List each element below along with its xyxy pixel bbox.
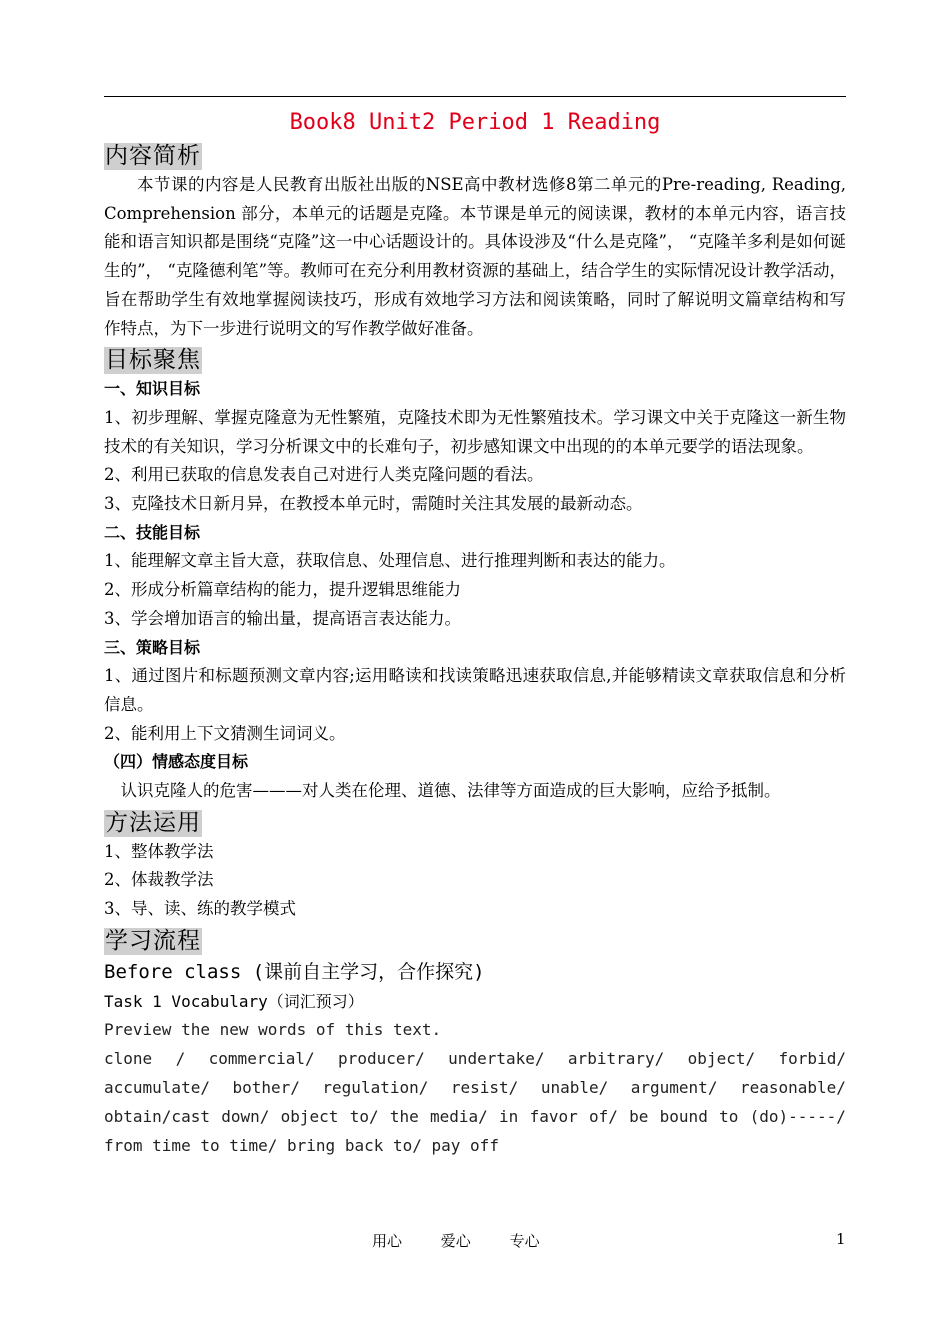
vocab-word: down/ [221,1106,270,1126]
vocab-word: reasonable/ [739,1077,846,1097]
vocab-word: object/ [687,1049,756,1069]
vocab-word: (do)-----/ [749,1106,846,1126]
vocab-word: object [280,1106,339,1126]
vocab-word: producer/ [338,1049,425,1069]
vocab-word: to [719,1106,739,1126]
document-title: Book8 Unit2 Period 1 Reading [289,110,661,135]
footer-motto [372,1230,574,1251]
vocab-word: bound [659,1106,708,1126]
vocab-word: obtain/cast [104,1106,210,1126]
footer-motto-word: 爱心 [440,1232,471,1250]
vocab-row-1 [104,1045,846,1074]
vocab-word: arbitrary/ [567,1049,665,1069]
task-1-heading: Task 1 Vocabulary（词汇预习） [104,991,364,1011]
vocab-word: of/ [588,1106,618,1126]
strategy-goal-1: 1、通过图片和标题预测文章内容;运用略读和找读策略迅速获取信息,并能够精读文章获取信息和分析信息。 [104,666,846,714]
skill-goal-1: 1、能理解文章主旨大意，获取信息、处理信息、进行推理判断和表达的能力。 [104,551,676,571]
knowledge-goal-1: 1、初步理解、掌握克隆意为无性繁殖，克隆技术即为无性繁殖技术。学习课文中关于克隆这一新生物技术的有关知识，学习分析课文中的长难句子，初步感知课文中出现的的本单元要学的语法现象。 [104,407,846,456]
footer-motto-word: 专心 [509,1232,540,1250]
vocab-word: accumulate/ [104,1077,210,1097]
emotion-goals-heading: （四）情感态度目标 [104,752,249,772]
knowledge-goals-heading: 一、知识目标 [104,379,201,399]
skill-goal-3: 3、学会增加语言的输出量，提高语言表达能力。 [104,608,461,628]
knowledge-goal-3: 3、克隆技术日新月异，在教授本单元时，需随时关注其发展的最新动态。 [104,494,643,514]
vocab-word: unable/ [540,1077,609,1097]
strategy-goal-2: 2、能利用上下文猜测生词词义。 [104,723,346,743]
section-heading-content: 内容简析 [105,143,201,169]
section-heading-methods: 方法运用 [105,809,201,836]
skill-goal-2: 2、形成分析篇章结构的能力，提升逻辑思维能力 [104,580,461,600]
vocab-word: the [389,1106,419,1126]
vocab-row-2 [104,1074,846,1103]
vocab-word: regulation/ [322,1077,429,1097]
vocab-word: bother/ [232,1077,300,1097]
section-heading-process: 学习流程 [105,927,201,954]
emotion-goal-text: 认识克隆人的危害———对人类在伦理、道德、法律等方面造成的巨大影响，应给予抵制。 [120,781,781,801]
vocab-word: clone [104,1049,153,1069]
vocab-word: argument/ [630,1077,718,1097]
method-item-2: 2、体裁教学法 [104,870,214,890]
vocab-row-3 [104,1103,846,1132]
section-heading-goals: 目标聚焦 [105,347,201,374]
skill-goals-heading: 二、技能目标 [104,522,201,542]
before-class-heading: Before class (课前自主学习，合作探究) [104,960,485,983]
vocab-word: in [499,1106,519,1126]
method-item-3: 3、导、读、练的教学模式 [104,899,296,919]
vocab-word: to/ [349,1106,379,1126]
vocab-word: media/ [430,1106,488,1126]
vocab-word: resist/ [450,1077,519,1097]
content-paragraph: 本节课的内容是人民教育出版社出版的NSE高中教材选修8第二单元的Pre-reading, Reading, Comprehension 部分，本单元的话题是克隆。本节课是单元的阅读课，教材的本单元内容，语言技能和语言知识都是围绕“克隆”这一中心话题设计的。具体设涉及“什么是克隆”， “克隆羊多利是如何诞生的”， “克隆德利笔”等。教师可在充分利用教材资源的基础上，结合学生的实际情况设计教学活动，旨在帮助学生有效地掌握阅读技巧，形成有效地学习方法和阅读策略，同时了解说明文篇章结构和写作特点，为下一步进行说明文的写作教学做好准备。 [104,175,846,338]
vocab-word: undertake/ [448,1049,545,1069]
footer-motto-word: 用心 [372,1232,403,1250]
vocab-word: / [175,1049,186,1069]
knowledge-goal-2: 2、利用已获取的信息发表自己对进行人类克隆问题的看法。 [104,465,544,485]
vocab-row-4: from time to time/ bring back to/ pay off [104,1135,499,1155]
top-rule [104,96,846,97]
method-item-1: 1、整体教学法 [104,841,214,861]
page-footer [0,1230,950,1254]
document-page [104,96,846,1160]
page-number: 1 [836,1230,846,1248]
preview-instruction: Preview the new words of this text. [104,1020,442,1040]
vocab-word: forbid/ [778,1049,846,1069]
vocab-word: favor [529,1106,578,1126]
vocab-word: commercial/ [208,1049,315,1069]
strategy-goals-heading: 三、策略目标 [104,637,201,657]
vocab-word: be [629,1106,649,1126]
